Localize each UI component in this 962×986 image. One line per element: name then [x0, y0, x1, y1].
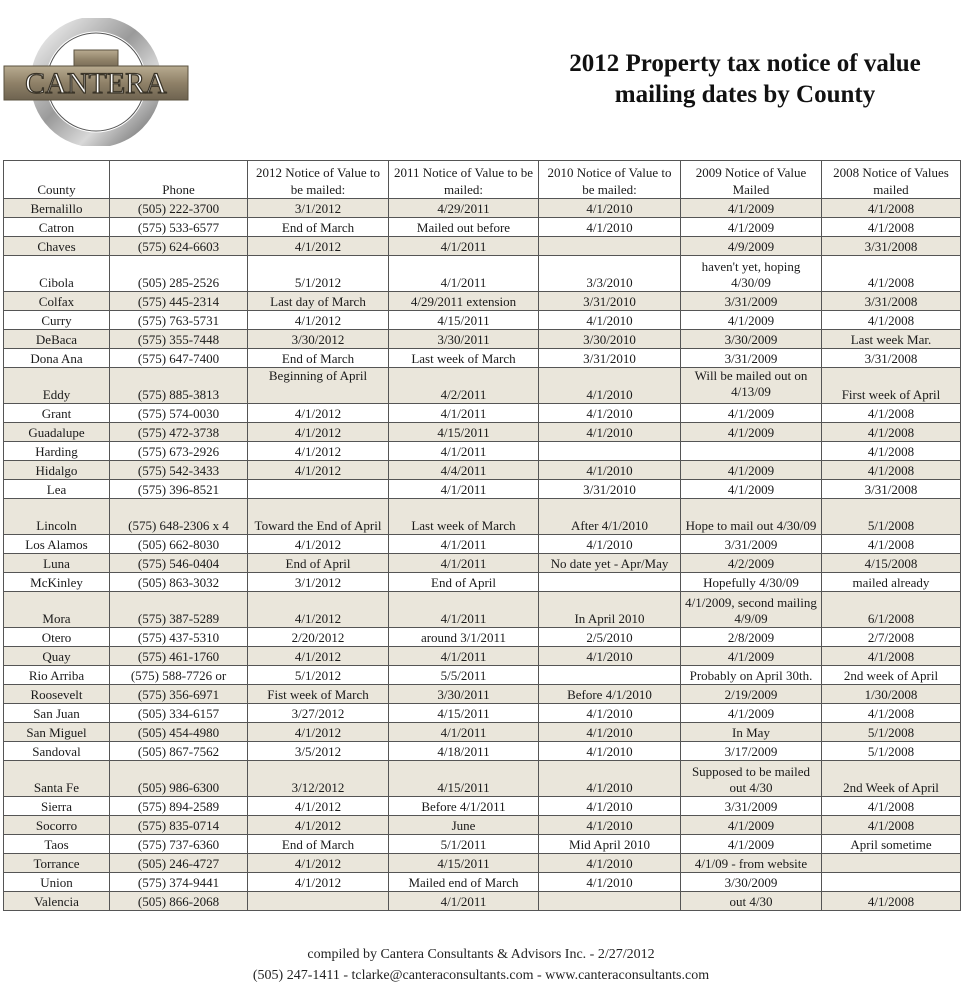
cell-notice-2009: 4/1/09 - from website	[681, 854, 822, 873]
cell-notice-2012: 4/1/2012	[248, 797, 389, 816]
cell-phone: (575) 673-2926	[110, 442, 248, 461]
cell-notice-2010: After 4/1/2010	[539, 499, 681, 535]
cell-phone: (575) 356-6971	[110, 685, 248, 704]
cell-notice-2009: 4/1/2009	[681, 423, 822, 442]
cell-notice-2010: 3/31/2010	[539, 292, 681, 311]
table-row	[4, 647, 961, 666]
cell-notice-2010	[539, 442, 681, 461]
cell-notice-2010: 3/31/2010	[539, 349, 681, 368]
cell-notice-2011: 4/1/2011	[389, 404, 539, 423]
cell-notice-2011: 4/1/2011	[389, 892, 539, 911]
table-row	[4, 816, 961, 835]
cell-county: Eddy	[4, 368, 110, 404]
cell-county: DeBaca	[4, 330, 110, 349]
table-header-row	[4, 161, 961, 199]
cell-phone: (575) 374-9441	[110, 873, 248, 892]
cell-county: Sierra	[4, 797, 110, 816]
cell-notice-2012: 4/1/2012	[248, 723, 389, 742]
cell-notice-2008: 4/1/2008	[822, 535, 961, 554]
cell-notice-2009: 4/1/2009	[681, 647, 822, 666]
cell-phone: (505) 986-6300	[110, 761, 248, 797]
cell-notice-2011: 4/1/2011	[389, 535, 539, 554]
cell-notice-2009: In May	[681, 723, 822, 742]
cell-phone: (575) 387-5289	[110, 592, 248, 628]
cell-notice-2010: 4/1/2010	[539, 199, 681, 218]
table-row	[4, 368, 961, 404]
cell-notice-2009: 4/1/2009	[681, 704, 822, 723]
cell-notice-2011: 5/5/2011	[389, 666, 539, 685]
cell-notice-2010: 4/1/2010	[539, 404, 681, 423]
cell-notice-2012: 5/1/2012	[248, 666, 389, 685]
cell-county: Mora	[4, 592, 110, 628]
header-2012: 2012 Notice of Value to be mailed:	[248, 161, 389, 199]
cell-notice-2008: 3/31/2008	[822, 292, 961, 311]
title-line-2: mailing dates by County	[614, 81, 876, 108]
cell-phone: (575) 588-7726 or	[110, 666, 248, 685]
cell-notice-2011: 4/1/2011	[389, 592, 539, 628]
table-row	[4, 330, 961, 349]
table-row	[4, 573, 961, 592]
table-row	[4, 835, 961, 854]
cell-notice-2009: 3/31/2009	[681, 535, 822, 554]
cell-county: Otero	[4, 628, 110, 647]
cell-county: Roosevelt	[4, 685, 110, 704]
table-row	[4, 854, 961, 873]
cell-notice-2010: 2/5/2010	[539, 628, 681, 647]
cell-notice-2012: Beginning of April	[248, 368, 389, 404]
cell-county: Luna	[4, 554, 110, 573]
cell-phone: (575) 894-2589	[110, 797, 248, 816]
table-body	[4, 199, 961, 911]
cell-notice-2011: Before 4/1/2011	[389, 797, 539, 816]
cell-notice-2012: 4/1/2012	[248, 461, 389, 480]
cell-notice-2008: 3/31/2008	[822, 349, 961, 368]
cell-county: San Miguel	[4, 723, 110, 742]
header-county: County	[4, 161, 110, 199]
cell-county: San Juan	[4, 704, 110, 723]
cell-phone: (575) 835-0714	[110, 816, 248, 835]
cell-phone: (505) 662-8030	[110, 535, 248, 554]
cell-notice-2011: 4/1/2011	[389, 647, 539, 666]
cell-notice-2009: out 4/30	[681, 892, 822, 911]
table-row	[4, 592, 961, 628]
cell-notice-2009: 4/1/2009	[681, 816, 822, 835]
cell-phone: (505) 222-3700	[110, 199, 248, 218]
cell-county: Chaves	[4, 237, 110, 256]
cell-notice-2009: 3/17/2009	[681, 742, 822, 761]
cell-notice-2010: 4/1/2010	[539, 742, 681, 761]
cell-notice-2009: 4/1/2009	[681, 461, 822, 480]
cell-county: Lincoln	[4, 499, 110, 535]
cell-notice-2009: 4/1/2009	[681, 835, 822, 854]
cell-notice-2011: 4/15/2011	[389, 423, 539, 442]
cell-notice-2008: Last week Mar.	[822, 330, 961, 349]
cell-notice-2012: 3/1/2012	[248, 573, 389, 592]
cell-county: McKinley	[4, 573, 110, 592]
cell-notice-2012: 4/1/2012	[248, 404, 389, 423]
cell-notice-2008: 5/1/2008	[822, 742, 961, 761]
table-row	[4, 535, 961, 554]
cell-notice-2011: 4/1/2011	[389, 256, 539, 292]
cell-county: Socorro	[4, 816, 110, 835]
cell-phone: (575) 445-2314	[110, 292, 248, 311]
table-row	[4, 480, 961, 499]
cell-notice-2011: 3/30/2011	[389, 685, 539, 704]
table-row	[4, 761, 961, 797]
cell-notice-2010: Mid April 2010	[539, 835, 681, 854]
cell-notice-2010: 4/1/2010	[539, 816, 681, 835]
cell-notice-2012: End of April	[248, 554, 389, 573]
table-row	[4, 666, 961, 685]
cell-notice-2008: 5/1/2008	[822, 499, 961, 535]
cell-county: Taos	[4, 835, 110, 854]
cell-notice-2010: 4/1/2010	[539, 854, 681, 873]
cell-phone: (575) 396-8521	[110, 480, 248, 499]
cell-notice-2012: 3/1/2012	[248, 199, 389, 218]
header-2009: 2009 Notice of Value Mailed	[681, 161, 822, 199]
cell-notice-2010: 4/1/2010	[539, 797, 681, 816]
cell-notice-2011: Mailed end of March	[389, 873, 539, 892]
cell-phone: (575) 472-3738	[110, 423, 248, 442]
cell-notice-2012: End of March	[248, 835, 389, 854]
cell-county: Rio Arriba	[4, 666, 110, 685]
cell-notice-2012: 4/1/2012	[248, 535, 389, 554]
cell-notice-2011: 4/15/2011	[389, 854, 539, 873]
cell-notice-2008: April sometime	[822, 835, 961, 854]
cell-notice-2012: Fist week of March	[248, 685, 389, 704]
cell-notice-2011: Last week of March	[389, 349, 539, 368]
cell-notice-2008: 4/1/2008	[822, 461, 961, 480]
cell-notice-2010: Before 4/1/2010	[539, 685, 681, 704]
table-row	[4, 704, 961, 723]
table-row	[4, 742, 961, 761]
cell-notice-2009: 4/2/2009	[681, 554, 822, 573]
cell-notice-2009: 3/31/2009	[681, 349, 822, 368]
cell-notice-2012: End of March	[248, 218, 389, 237]
cell-notice-2009: 4/1/2009	[681, 311, 822, 330]
cell-notice-2011: End of April	[389, 573, 539, 592]
cell-notice-2012: 4/1/2012	[248, 442, 389, 461]
cell-phone: (575) 763-5731	[110, 311, 248, 330]
cell-notice-2008: 4/1/2008	[822, 797, 961, 816]
cell-county: Santa Fe	[4, 761, 110, 797]
cell-notice-2012: 4/1/2012	[248, 854, 389, 873]
cell-notice-2010	[539, 237, 681, 256]
cell-notice-2010: 3/30/2010	[539, 330, 681, 349]
cell-notice-2010: 4/1/2010	[539, 368, 681, 404]
cell-notice-2011: 4/2/2011	[389, 368, 539, 404]
cell-phone: (505) 866-2068	[110, 892, 248, 911]
table-row	[4, 873, 961, 892]
cell-notice-2008: 6/1/2008	[822, 592, 961, 628]
cell-notice-2009: Will be mailed out on 4/13/09	[681, 368, 822, 404]
cell-notice-2009: 3/31/2009	[681, 292, 822, 311]
cell-notice-2008: 4/1/2008	[822, 218, 961, 237]
cell-notice-2009: 4/1/2009	[681, 404, 822, 423]
cell-county: Los Alamos	[4, 535, 110, 554]
footer-compiled-by: compiled by Cantera Consultants & Advisors Inc. - 2/27/2012	[307, 947, 655, 962]
cell-notice-2008: 5/1/2008	[822, 723, 961, 742]
cell-notice-2008: First week of April	[822, 368, 961, 404]
cell-phone: (575) 885-3813	[110, 368, 248, 404]
cell-notice-2008: 4/1/2008	[822, 311, 961, 330]
cell-county: Quay	[4, 647, 110, 666]
header-phone: Phone	[110, 161, 248, 199]
header-2011: 2011 Notice of Value to be mailed:	[389, 161, 539, 199]
table-row	[4, 442, 961, 461]
cell-notice-2008: 4/1/2008	[822, 404, 961, 423]
cell-notice-2009: Supposed to be mailed out 4/30	[681, 761, 822, 797]
table-row	[4, 797, 961, 816]
cell-notice-2011: 4/15/2011	[389, 761, 539, 797]
cell-notice-2010: No date yet - Apr/May	[539, 554, 681, 573]
cell-notice-2012: 4/1/2012	[248, 592, 389, 628]
cell-notice-2009: 4/9/2009	[681, 237, 822, 256]
cell-notice-2008: 3/31/2008	[822, 237, 961, 256]
cell-notice-2009: 4/1/2009	[681, 218, 822, 237]
cell-phone: (575) 533-6577	[110, 218, 248, 237]
cell-notice-2010: 4/1/2010	[539, 704, 681, 723]
table-row	[4, 723, 961, 742]
header-2008: 2008 Notice of Values mailed	[822, 161, 961, 199]
cell-notice-2011: 4/15/2011	[389, 704, 539, 723]
cell-notice-2009: Hopefully 4/30/09	[681, 573, 822, 592]
cell-notice-2011: 4/1/2011	[389, 554, 539, 573]
cell-notice-2010	[539, 573, 681, 592]
cell-notice-2011: 4/1/2011	[389, 723, 539, 742]
table-row	[4, 256, 961, 292]
cell-county: Grant	[4, 404, 110, 423]
cell-notice-2012: 3/30/2012	[248, 330, 389, 349]
footer-contact: (505) 247-1411 - tclarke@canteraconsultants.com - www.canteraconsultants.com	[252, 968, 710, 983]
cell-notice-2009: 3/30/2009	[681, 330, 822, 349]
cell-phone: (575) 542-3433	[110, 461, 248, 480]
logo-text: CANTERA	[25, 67, 167, 100]
cell-county: Colfax	[4, 292, 110, 311]
page-title	[540, 48, 950, 110]
table-row	[4, 311, 961, 330]
cell-notice-2012: 4/1/2012	[248, 311, 389, 330]
cell-notice-2012: Toward the End of April	[248, 499, 389, 535]
cell-notice-2012	[248, 480, 389, 499]
footer	[0, 944, 962, 986]
cell-phone: (505) 285-2526	[110, 256, 248, 292]
cell-county: Harding	[4, 442, 110, 461]
cell-phone: (575) 546-0404	[110, 554, 248, 573]
table-row	[4, 685, 961, 704]
cell-notice-2010: 4/1/2010	[539, 535, 681, 554]
cell-phone: (575) 574-0030	[110, 404, 248, 423]
cell-notice-2010: 4/1/2010	[539, 461, 681, 480]
cell-phone: (505) 246-4727	[110, 854, 248, 873]
cell-notice-2011: 4/18/2011	[389, 742, 539, 761]
cell-notice-2008: 4/1/2008	[822, 423, 961, 442]
cell-notice-2008: mailed already	[822, 573, 961, 592]
table-row	[4, 499, 961, 535]
cell-notice-2008	[822, 873, 961, 892]
cell-county: Hidalgo	[4, 461, 110, 480]
cell-notice-2012: 4/1/2012	[248, 237, 389, 256]
cell-notice-2012: 4/1/2012	[248, 647, 389, 666]
table-row	[4, 423, 961, 442]
cell-phone: (575) 648-2306 x 4	[110, 499, 248, 535]
cell-notice-2008: 1/30/2008	[822, 685, 961, 704]
table-row	[4, 349, 961, 368]
cell-notice-2009: 3/31/2009	[681, 797, 822, 816]
cell-notice-2008	[822, 854, 961, 873]
table-row	[4, 628, 961, 647]
cell-notice-2010: In April 2010	[539, 592, 681, 628]
cell-notice-2009: 3/30/2009	[681, 873, 822, 892]
cell-notice-2012: 5/1/2012	[248, 256, 389, 292]
cell-notice-2011: Mailed out before	[389, 218, 539, 237]
cell-notice-2011: 3/30/2011	[389, 330, 539, 349]
cell-notice-2009: 4/1/2009	[681, 199, 822, 218]
title-line-1: 2012 Property tax notice of value	[569, 50, 921, 77]
cell-notice-2008: 2nd Week of April	[822, 761, 961, 797]
cell-notice-2010: 4/1/2010	[539, 423, 681, 442]
table-row	[4, 292, 961, 311]
cell-notice-2012: 4/1/2012	[248, 423, 389, 442]
cantera-logo-graphic	[2, 18, 190, 146]
cell-phone: (575) 624-6603	[110, 237, 248, 256]
cell-notice-2008: 2/7/2008	[822, 628, 961, 647]
cell-notice-2008: 4/1/2008	[822, 199, 961, 218]
cell-phone: (575) 437-5310	[110, 628, 248, 647]
table-row	[4, 218, 961, 237]
cell-county: Guadalupe	[4, 423, 110, 442]
table-row	[4, 554, 961, 573]
cell-notice-2008: 4/1/2008	[822, 442, 961, 461]
cell-phone: (575) 461-1760	[110, 647, 248, 666]
cell-notice-2008: 4/1/2008	[822, 816, 961, 835]
cell-notice-2008: 4/1/2008	[822, 892, 961, 911]
cell-notice-2010: 3/31/2010	[539, 480, 681, 499]
cell-county: Curry	[4, 311, 110, 330]
cell-notice-2011: Last week of March	[389, 499, 539, 535]
table-row	[4, 199, 961, 218]
cell-county: Catron	[4, 218, 110, 237]
cell-notice-2010	[539, 666, 681, 685]
cell-notice-2012: 3/5/2012	[248, 742, 389, 761]
cell-county: Sandoval	[4, 742, 110, 761]
cell-notice-2008: 4/15/2008	[822, 554, 961, 573]
mailing-dates-table	[3, 160, 961, 911]
cell-notice-2010: 4/1/2010	[539, 873, 681, 892]
cell-county: Dona Ana	[4, 349, 110, 368]
cell-notice-2012: 4/1/2012	[248, 873, 389, 892]
cell-notice-2012: End of March	[248, 349, 389, 368]
cell-notice-2008: 4/1/2008	[822, 704, 961, 723]
cell-notice-2009: Hope to mail out 4/30/09	[681, 499, 822, 535]
cell-county: Lea	[4, 480, 110, 499]
table-row	[4, 461, 961, 480]
cell-notice-2012: 2/20/2012	[248, 628, 389, 647]
cell-notice-2011: 5/1/2011	[389, 835, 539, 854]
cell-phone: (575) 355-7448	[110, 330, 248, 349]
cell-county: Torrance	[4, 854, 110, 873]
cell-notice-2008: 4/1/2008	[822, 256, 961, 292]
cell-county: Bernalillo	[4, 199, 110, 218]
cell-county: Valencia	[4, 892, 110, 911]
cell-phone: (505) 334-6157	[110, 704, 248, 723]
cell-notice-2011: 4/15/2011	[389, 311, 539, 330]
table-row	[4, 892, 961, 911]
cell-notice-2008: 4/1/2008	[822, 647, 961, 666]
cell-phone: (575) 737-6360	[110, 835, 248, 854]
cell-notice-2012: 3/27/2012	[248, 704, 389, 723]
cell-notice-2009: 2/19/2009	[681, 685, 822, 704]
table-row	[4, 237, 961, 256]
cell-notice-2009	[681, 442, 822, 461]
cell-notice-2009: 2/8/2009	[681, 628, 822, 647]
cell-notice-2011: June	[389, 816, 539, 835]
cell-notice-2012: 4/1/2012	[248, 816, 389, 835]
cell-phone: (505) 454-4980	[110, 723, 248, 742]
cantera-logo	[2, 18, 190, 146]
cell-notice-2010: 4/1/2010	[539, 218, 681, 237]
cell-notice-2011: 4/29/2011 extension	[389, 292, 539, 311]
cell-notice-2010: 4/1/2010	[539, 761, 681, 797]
header-2010: 2010 Notice of Value to be mailed:	[539, 161, 681, 199]
cell-phone: (505) 863-3032	[110, 573, 248, 592]
cell-notice-2008: 2nd week of April	[822, 666, 961, 685]
cell-notice-2010: 4/1/2010	[539, 647, 681, 666]
cell-notice-2009: 4/1/2009	[681, 480, 822, 499]
cell-notice-2009: Probably on April 30th.	[681, 666, 822, 685]
cell-notice-2011: 4/29/2011	[389, 199, 539, 218]
cell-notice-2010: 3/3/2010	[539, 256, 681, 292]
cell-county: Union	[4, 873, 110, 892]
cell-notice-2011: 4/1/2011	[389, 442, 539, 461]
cell-notice-2011: 4/1/2011	[389, 480, 539, 499]
cell-notice-2010: 4/1/2010	[539, 723, 681, 742]
cell-notice-2012	[248, 892, 389, 911]
cell-notice-2011: 4/1/2011	[389, 237, 539, 256]
cell-notice-2012: Last day of March	[248, 292, 389, 311]
cell-notice-2011: 4/4/2011	[389, 461, 539, 480]
cell-notice-2009: haven't yet, hoping 4/30/09	[681, 256, 822, 292]
cell-notice-2011: around 3/1/2011	[389, 628, 539, 647]
cell-phone: (505) 867-7562	[110, 742, 248, 761]
cell-notice-2009: 4/1/2009, second mailing 4/9/09	[681, 592, 822, 628]
cell-notice-2010	[539, 892, 681, 911]
cell-notice-2012: 3/12/2012	[248, 761, 389, 797]
table-row	[4, 404, 961, 423]
cell-notice-2008: 3/31/2008	[822, 480, 961, 499]
cell-county: Cibola	[4, 256, 110, 292]
cell-phone: (575) 647-7400	[110, 349, 248, 368]
cell-notice-2010: 4/1/2010	[539, 311, 681, 330]
